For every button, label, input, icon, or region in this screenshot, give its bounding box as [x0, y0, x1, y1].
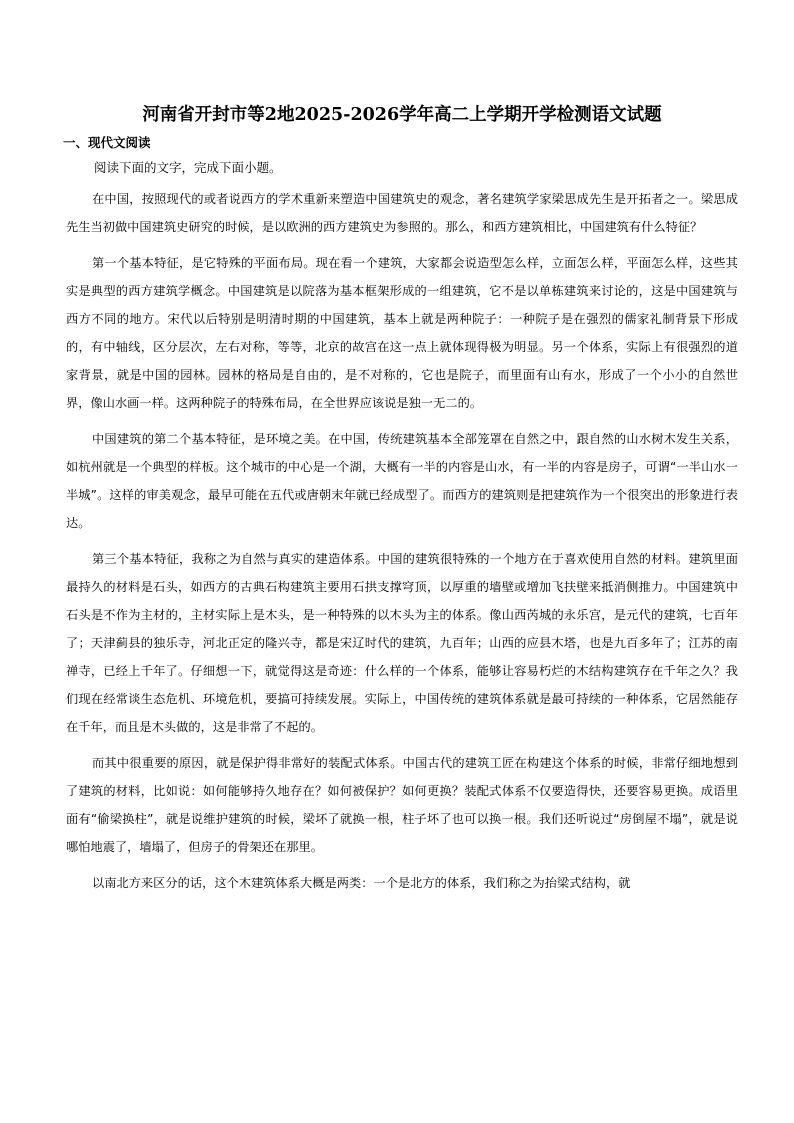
passage-paragraph: 在中国，按照现代的或者说西方的学术重新来塑造中国建筑史的观念，著名建筑学家梁思成先生是开拓者之一。梁思成先生当初做中国建筑史研究的时候，是以欧洲的西方建筑史为参照的。那么，和西方建筑相比，中国建筑有什么特征？ — [66, 192, 738, 234]
passage-paragraph: 而其中很重要的原因，就是保护得非常好的装配式体系。中国古代的建筑工匠在构建这个体系的时候，非常仔细地想到了建筑的材料，比如说：如何能够持久地存在？如何被保护？如何更换？装配式体系不仅要造得快，还要容易更换。成语里面有“偷梁换柱”，就是说维护建筑的时候，梁坏了就换一根，柱子坏了也可以换一根。我们还听说过“房倒屋不塌”，就是说哪怕地震了，墙塌了，但房子的骨架还在那里。 — [66, 756, 738, 854]
passage-paragraph: 第三个基本特征，我称之为自然与真实的建造体系。中国的建筑很特殊的一个地方在于喜欢使用自然的材料。建筑里面最持久的材料是石头，如西方的古典石构建筑主要用石拱支撑穹顶，以厚重的墙壁或增加飞扶壁来抵消侧推力。中国建筑中石头是不作为主材的，主材实际上是木头，是一种特殊的以木头为主的体系。像山西芮城的永乐宫，是元代的建筑，七百年了；天津蓟县的独乐寺，河北正定的隆兴寺，都是宋辽时代的建筑，九百年；山西的应县木塔，也是九百多年了；江苏的南禅寺，已经上千年了。仔细想一下，就觉得这是奇迹：什么样的一个体系，能够让容易朽烂的木结构建筑存在千年之久？我们现在经常谈生态危机、环境危机，要搞可持续发展。实际上，中国传统的建筑体系就是最可持续的一种体系，它居然能存在千年，而且是木头做的，这是非常了不起的。 — [66, 552, 738, 734]
passage-paragraph: 以南北方来区分的话，这个木建筑体系大概是两类：一个是北方的体系，我们称之为抬梁式结构，就 — [92, 876, 631, 890]
passage-paragraph: 第一个基本特征，是它特殊的平面布局。现在看一个建筑，大家都会说造型怎么样，立面怎么样，平面怎么样，这些其实是典型的西方建筑学概念。中国建筑是以院落为基本框架形成的一组建筑，它不是以单栋建筑来讨论的，这是中国建筑与西方不同的地方。宋代以后特别是明清时期的中国建筑，基本上就是两种院子：一种院子是在强烈的儒家礼制背景下形成的，有中轴线，区分层次，左右对称，等等，北京的故宫在这一点上就体现得极为明显。另一个体系，实际上有很强烈的道家背景，就是中国的园林。园林的格局是自由的，是不对称的，它也是院子，而里面有山有水，形成了一个小小的自然世界，像山水画一样。这两种院子的特殊布局，在全世界应该说是独一无二的。 — [66, 256, 738, 410]
document-title: 河南省开封市等2地2025-2026学年高二上学期开学检测语文试题 — [142, 105, 662, 125]
passage-paragraph: 中国建筑的第二个基本特征，是环境之美。在中国，传统建筑基本全部笼罩在自然之中，跟自然的山水树木发生关系，如杭州就是一个典型的样板。这个城市的中心是一个湖，大概有一半的内容是山水，有一半的内容是房子，可谓“一半山水一半城”。这样的审美观念，最早可能在五代或唐朝末年就已经成型了。而西方的建筑则是把建筑作为一个很突出的形象进行表达。 — [66, 432, 738, 530]
reading-instruction: 阅读下面的文字，完成下面小题。 — [94, 160, 282, 175]
section-heading: 一、现代文阅读 — [63, 135, 151, 150]
reading-passage — [66, 185, 738, 897]
